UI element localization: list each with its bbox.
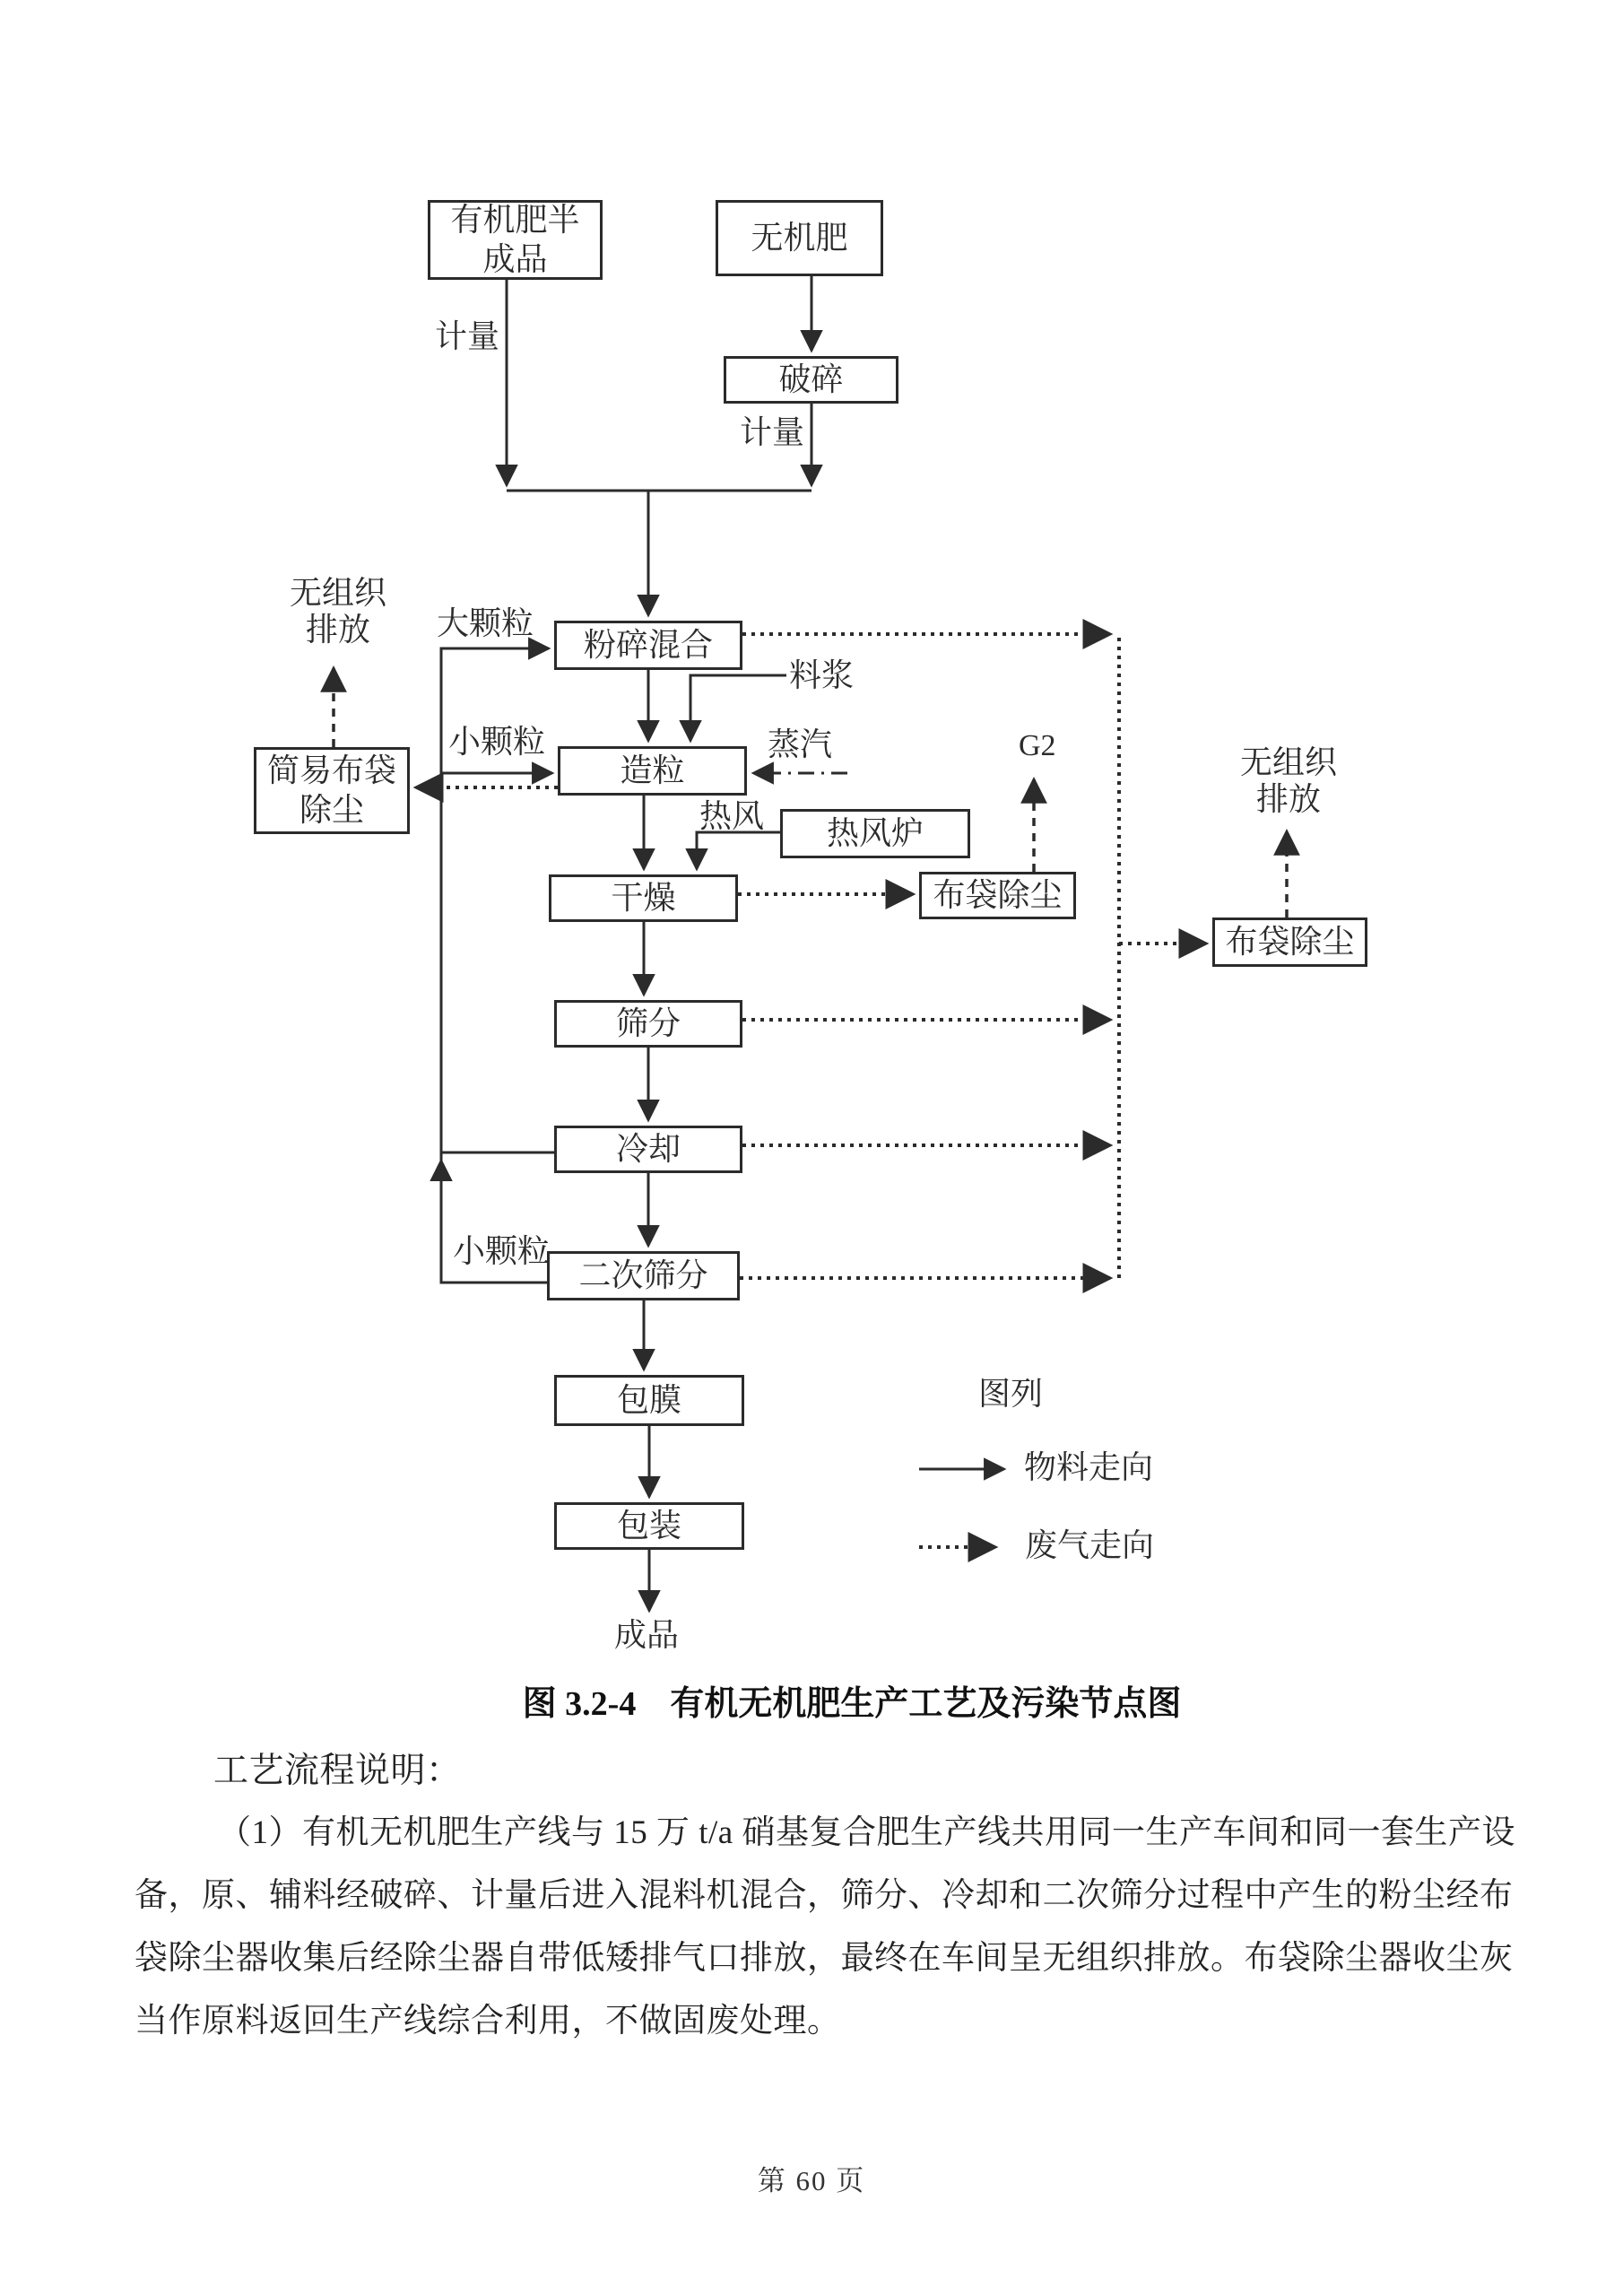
node-label: 布袋除尘	[933, 876, 1063, 913]
body-heading: 工艺流程说明：	[213, 1752, 462, 1790]
label-steam: 蒸汽	[768, 726, 833, 762]
body-text-line: 备，原、辅料经破碎、计量后进入混料机混合，筛分、冷却和二次筛分过程中产生的粉尘经布	[135, 1877, 1514, 1914]
node-label: 热风炉	[826, 814, 924, 851]
node-packaging	[554, 1502, 744, 1550]
label-hot-air: 热风	[699, 798, 765, 834]
figure-caption: 图 3.2-4 有机无机肥生产工艺及污染节点图	[522, 1685, 1182, 1723]
legend-title: 图列	[978, 1376, 1044, 1412]
node-bag-filter-2	[1212, 918, 1367, 967]
legend-samples	[919, 1469, 1004, 1547]
body-text-line: 袋除尘器收集后经除尘器自带低矮排气口排放，最终在车间呈无组织排放。布袋除尘器收尘灰	[135, 1940, 1514, 1977]
node-label: 包装	[616, 1507, 681, 1544]
node-granulation	[558, 746, 747, 796]
node-inorganic-fertilizer	[716, 200, 883, 276]
label-slurry: 料浆	[789, 657, 855, 693]
node-label: 有机肥半	[450, 201, 580, 238]
label-fugitive-emission-right	[1212, 744, 1365, 819]
label-fugitive-emission-left	[262, 575, 414, 649]
node-secondary-screening	[547, 1251, 740, 1300]
node-drying	[549, 874, 738, 922]
label-line: 排放	[305, 612, 370, 648]
node-label: 无机肥	[751, 219, 848, 256]
legend-material-flow-label: 物料走向	[1024, 1449, 1154, 1485]
node-cooling	[554, 1126, 742, 1173]
node-label: 成品	[482, 240, 548, 277]
node-crush-mixing	[554, 621, 742, 670]
node-label: 粉碎混合	[583, 626, 713, 663]
node-crushing	[724, 356, 898, 404]
legend-wastegas-flow-label: 废气走向	[1025, 1527, 1155, 1563]
label-line: 无组织	[1239, 744, 1337, 780]
label-line: 排放	[1255, 781, 1321, 818]
label-finished-product: 成品	[614, 1617, 680, 1653]
node-label: 简易布袋	[266, 752, 396, 788]
node-label: 干燥	[611, 879, 676, 916]
body-text-line: 当作原料返回生产线综合利用，不做固废处理。	[135, 2003, 841, 2039]
node-organic-semi-product	[428, 200, 603, 280]
label-small-particle-upper: 小颗粒	[448, 724, 546, 760]
node-simple-bag-filter	[254, 747, 410, 834]
label-large-particle: 大颗粒	[437, 605, 534, 641]
node-label: 除尘	[299, 791, 364, 828]
node-label: 冷却	[615, 1130, 681, 1167]
label-small-particle-lower: 小颗粒	[453, 1233, 551, 1269]
page-number: 第 60 页	[757, 2165, 866, 2196]
node-label: 二次筛分	[578, 1257, 708, 1293]
node-label: 包膜	[616, 1381, 681, 1418]
body-text-line: （1）有机无机肥生产线与 15 万 t/a 硝基复合肥生产线共用同一生产车间和同一套生产设	[218, 1814, 1515, 1851]
node-coating	[554, 1375, 744, 1426]
node-hot-air-furnace	[780, 809, 970, 858]
label-g2-outlet: G2	[1019, 729, 1056, 762]
node-label: 布袋除尘	[1225, 923, 1355, 960]
node-bag-filter-1	[919, 872, 1076, 919]
node-screening	[554, 1000, 742, 1048]
label-metering-left: 计量	[435, 318, 500, 354]
label-metering-right: 计量	[740, 414, 805, 450]
label-line: 无组织	[289, 575, 386, 611]
node-label: 筛分	[615, 1004, 681, 1041]
exhaust-lines	[334, 668, 1287, 918]
node-label: 破碎	[778, 361, 844, 397]
node-label: 造粒	[620, 752, 685, 788]
arrow-furnace-to-dry	[697, 832, 780, 869]
